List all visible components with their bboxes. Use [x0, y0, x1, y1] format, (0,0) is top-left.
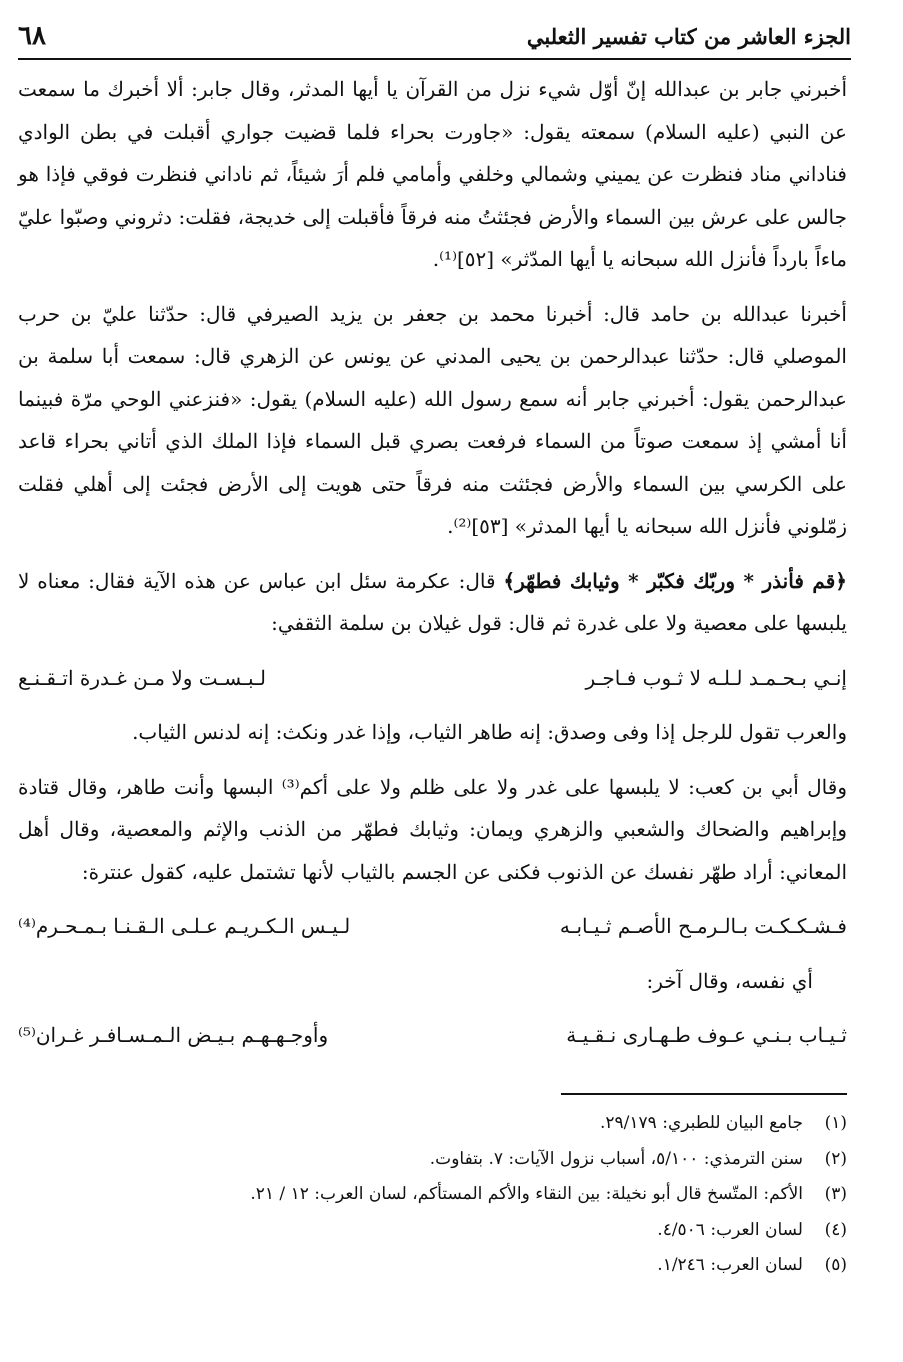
footnote-number: (١)	[824, 1113, 847, 1133]
running-header	[18, 14, 851, 60]
footnote-text: سنن الترمذي: ٥/١٠٠، أسباب نزول الآيات: ٧. بتفاوت.	[429, 1148, 803, 1169]
verse-1-first-hemistich: إنـي بـحـمـد لـلـه لا ثـوب فـاجـر	[585, 665, 847, 690]
paragraph-3	[18, 560, 847, 645]
running-title: الجزء العاشر من كتاب تفسير الثعلبي	[526, 23, 851, 49]
verse-2-second-hemistich: لـيـس الـكـريـم عـلـى الـقـنـا بـمـحـرم⁽⁴⁾	[18, 914, 351, 938]
poem-verse-2	[18, 905, 847, 948]
poem-verse-3	[18, 1014, 847, 1057]
verse-3-first-hemistich: ثـيـاب بـنـي عـوف طـهـارى نـقـيـة	[566, 1023, 847, 1047]
footnote-text: لسان العرب: ٤/٥٠٦.	[657, 1219, 803, 1240]
footnote-text: لسان العرب: ١/٢٤٦.	[657, 1255, 803, 1275]
verse-3-second-hemistich: وأوجـهـهـم بـيـض الـمـسـافـر غـران⁽⁵⁾	[18, 1023, 329, 1047]
paragraph-5: وقال أبي بن كعب: لا يلبسها على غدر ولا على ظلم ولا على أكم⁽³⁾ البسها وأنت طاهر، وقال قتادة وإبراهيم والضحاك والشعبي والزهري ويمان: وثيابك فطهّر من الذنب والإثم والمعصية، وقال أهل المعاني: أراد طهّر نفسك عن الذنوب فكنى عن الجسم بالثياب لأنها تشتمل عليه، كقول عنترة:	[18, 774, 847, 884]
footnote	[18, 1106, 847, 1142]
footnote-text: جامع البيان للطبري: ٢٩/١٧٩.	[600, 1113, 803, 1133]
quran-verse: ﴿قم فأنذر * وربّك فكبّر * وثيابك فطهّر﴾	[503, 568, 847, 593]
paragraph-2: أخبرنا عبدالله بن حامد قال: أخبرنا محمد بن جعفر بن يزيد الصيرفي قال: حدّثنا عليّ بن حرب الموصلي قال: حدّثنا عبدالرحمن بن يحيى المدني عن يونس عن الزهري قال: سمعت أبا سلمة بن عبدالرحمن يقول: أخبرني جابر أنه سمع رسول الله (عليه السلام) يقول: «فنزعني الوحي مرّة فبينما أنا أمشي إذ سمعت صوتاً من السماء فرفعت بصري قبل السماء فإذا الملك الذي أتاني بحراء قاعد على الكرسي بين السماء والأرض فجئثت منه فرقاً حتى هويت إلى الأرض فجئت إلى أهلي فقلت زمّلوني فأنزل الله سبحانه يا أيها المدثر» [٥٣]⁽²⁾.	[18, 301, 847, 538]
footnote-number: (٤)	[824, 1219, 847, 1240]
footnote	[18, 1177, 847, 1213]
main-text	[18, 68, 847, 1069]
footnote-number: (٣)	[824, 1184, 847, 1204]
paragraph-4: والعرب تقول للرجل إذا وفى وصدق: إنه طاهر الثياب، وإذا غدر ونكث: إنه لدنس الثياب.	[132, 720, 847, 744]
paragraph-6: أي نفسه، وقال آخر:	[646, 968, 813, 993]
footnote	[18, 1213, 847, 1249]
verse-1-second-hemistich: لـبـسـت ولا مـن غـدرة اتـقـنـع	[18, 665, 266, 690]
paragraph-1: أخبرني جابر بن عبدالله إنّ أوّل شيء نزل من القرآن يا أيها المدثر، وقال جابر: ألا أخبرك ما سمعت عن النبي (عليه السلام) سمعته يقول: «جاورت بحراء فلما قضيت جواري أقبلت في بطن الوادي فناداني مناد فنظرت عن يميني وشمالي وخلفي وأمامي فلم أرَ شيئاً، ثم ناداني فنظرت فوقي فإذا هو جالس على عرش بين السماء والأرض فجئثتُ منه فرقاً فأقبلت إلى خديجة، فقلت: دثروني وصبّوا عليّ ماءاً بارداً فأنزل الله سبحانه يا أيها المدّثر» [٥٢]⁽¹⁾.	[18, 77, 847, 271]
footnote-number: (٥)	[824, 1255, 847, 1275]
footnote	[18, 1248, 847, 1284]
poem-verse-1	[18, 657, 847, 700]
footnotes	[18, 1106, 847, 1284]
footnote-separator	[561, 1093, 847, 1095]
footnote-text: الأكم: المتّسخ قال أبو نخيلة: بين النقاء والأكم المستأكم، لسان العرب: ١٢ / ٢١.	[250, 1184, 803, 1204]
page-number: ٦٨	[18, 21, 46, 51]
verse-2-first-hemistich: فـشـكـكـت بـالـرمـح الأصـم ثـيـابـه	[559, 914, 847, 938]
footnote	[18, 1142, 847, 1178]
footnote-number: (٢)	[824, 1148, 847, 1169]
paragraph-3-text: قال: عكرمة سئل ابن عباس عن هذه الآية فقال: معناه لا يلبسها على معصية ولا على غدرة ثم قال: قول غيلان بن سلمة الثقفي:	[18, 568, 847, 635]
